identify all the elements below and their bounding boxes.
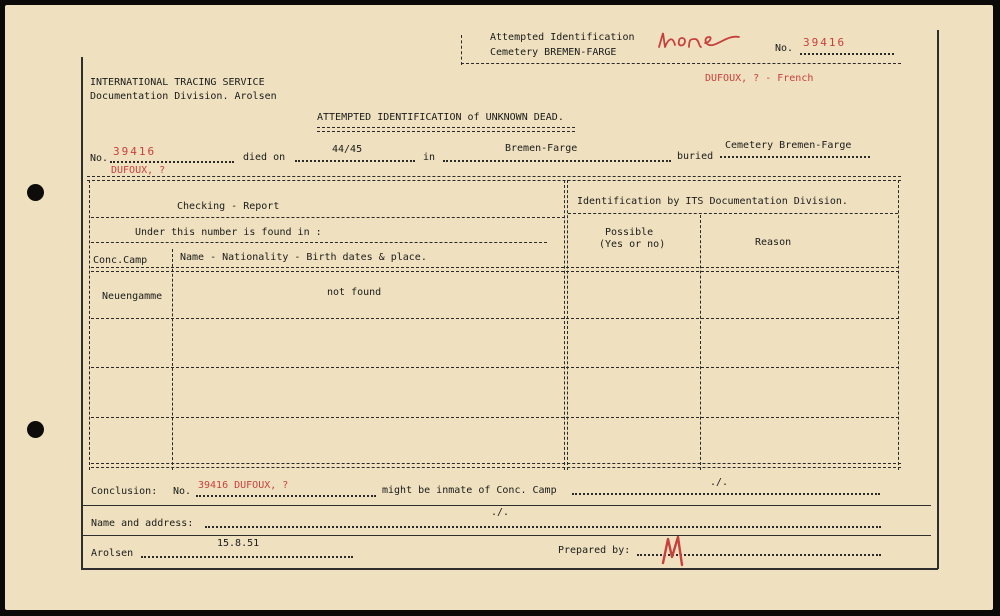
document-title: ATTEMPTED IDENTIFICATION of UNKNOWN DEAD.: [317, 112, 564, 123]
handwritten-none-annotation: [655, 27, 745, 55]
name-address-label: Name and address:: [91, 518, 194, 529]
header-no-number: 39416: [803, 36, 847, 49]
row-name: not found: [327, 287, 382, 298]
header-bottom-line-2: [91, 271, 899, 272]
table-top-line-2: [87, 180, 901, 181]
col-reason: Reason: [755, 237, 792, 248]
punch-hole-top: [27, 184, 44, 201]
conclusion-value: 39416 DUFOUX, ?: [198, 480, 289, 491]
record-number-dots: [110, 161, 234, 163]
table-divider-main-2: [567, 180, 568, 470]
died-label: died on: [243, 152, 286, 163]
table-divider-reason: [700, 215, 701, 470]
header-box-bottom-edge: [461, 63, 901, 64]
frame-left: [81, 57, 83, 569]
inmate-value: ./.: [710, 477, 729, 488]
preparer-initial-signature: [660, 533, 690, 567]
row-line-2: [91, 367, 899, 368]
record-number: 39416: [113, 145, 157, 158]
preparer-initial-text: [747, 545, 748, 557]
under-number-label: Under this number is found in :: [135, 227, 322, 238]
in-label: in: [423, 152, 436, 163]
name-address-mark: ./.: [491, 507, 510, 518]
table-divider-main: [564, 180, 565, 470]
header-row-line-right: [568, 213, 898, 214]
document-card: [5, 5, 993, 610]
title-underline-1: [317, 127, 575, 128]
footer-place-dots: [141, 556, 353, 558]
punch-hole-bottom: [27, 421, 44, 438]
record-no-label: No.: [90, 153, 109, 164]
died-dots: [295, 160, 415, 162]
name-tag: DUFOUX, ? - French: [705, 73, 814, 84]
inmate-dots: [572, 493, 880, 495]
table-bottom-line-1: [91, 463, 901, 464]
name-address-rule: [81, 535, 931, 536]
buried-label: buried: [677, 151, 714, 162]
name-address-dots: [205, 526, 881, 528]
buried-value: Cemetery Bremen-Farge: [725, 140, 852, 151]
header-box-line2: Cemetery BREMEN-FARGE: [490, 47, 617, 58]
buried-dots: [720, 156, 870, 158]
checking-report-header: Checking - Report: [177, 201, 280, 212]
row-line-1: [91, 318, 899, 319]
header-row-line: [91, 217, 565, 218]
header-no-dots: [800, 53, 894, 55]
footer-date: 15.8.51: [217, 538, 260, 549]
conclusion-rule: [81, 505, 931, 506]
in-dots: [443, 160, 671, 162]
frame-right: [937, 30, 939, 569]
frame-bottom: [81, 568, 938, 570]
inmate-label: might be inmate of Conc. Camp: [382, 485, 557, 496]
title-underline-2: [317, 131, 575, 132]
record-name: DUFOUX, ?: [111, 165, 166, 176]
row-line-3: [91, 417, 899, 418]
identification-header: Identification by ITS Documentation Division.: [577, 196, 848, 207]
conclusion-dots: [196, 495, 376, 497]
died-value: 44/45: [332, 144, 363, 155]
table-bottom-line-2: [91, 467, 901, 468]
table-left-edge: [89, 180, 90, 470]
issuer-line1: INTERNATIONAL TRACING SERVICE: [90, 77, 265, 88]
col-camp: Conc.Camp: [93, 255, 148, 266]
conclusion-label: Conclusion:: [91, 486, 158, 497]
row-camp: Neuengamme: [102, 291, 163, 302]
under-number-line: [91, 242, 547, 243]
col-name: Name - Nationality - Birth dates & place.: [180, 252, 427, 263]
header-no-label: No.: [775, 43, 794, 54]
table-right-edge: [898, 180, 899, 470]
header-box-left-edge: [461, 35, 462, 65]
issuer-line2: Documentation Division. Arolsen: [90, 91, 277, 102]
footer-place: Arolsen: [91, 548, 134, 559]
prepared-label: Prepared by:: [558, 545, 631, 556]
in-value: Bremen-Farge: [505, 143, 578, 154]
header-bottom-line-1: [91, 267, 899, 268]
col-possible-2: (Yes or no): [599, 239, 666, 250]
col-possible-1: Possible: [605, 227, 654, 238]
conclusion-no-label: No.: [173, 486, 192, 497]
table-top-line-1: [87, 176, 901, 177]
header-box-line1: Attempted Identification: [490, 32, 635, 43]
table-divider-camp: [172, 249, 173, 470]
